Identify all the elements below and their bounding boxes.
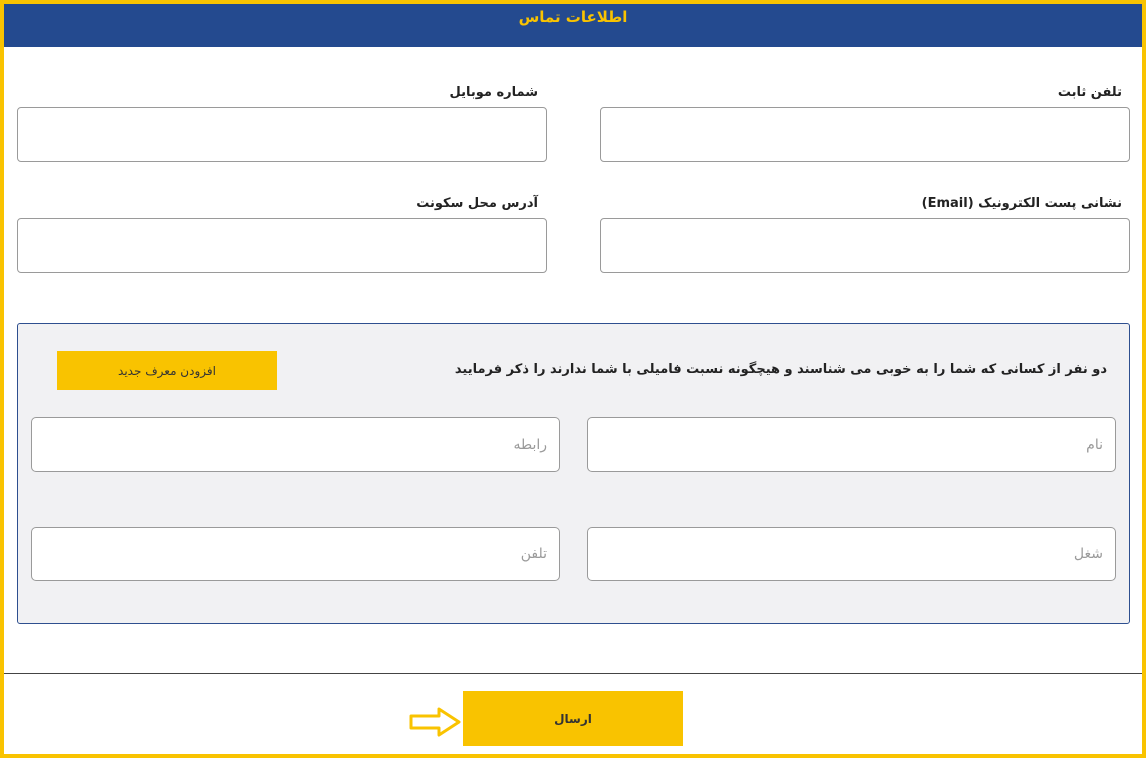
referrers-panel [17,323,1130,624]
referrer-job-input[interactable] [587,527,1116,581]
referrer-relation-input[interactable] [31,417,560,472]
form-divider [4,673,1142,674]
address-label: آدرس محل سکونت [416,196,538,211]
email-label: نشانی پست الکترونیک (Email) [921,196,1122,211]
email-input[interactable] [600,218,1130,273]
landline-input[interactable] [600,107,1130,162]
address-input[interactable] [17,218,547,273]
section-title: اطلاعات تماس [518,8,628,26]
section-header [4,4,1142,47]
referrer-name-input[interactable] [587,417,1116,472]
submit-button[interactable]: ارسال [463,691,683,746]
landline-label: تلفن ثابت [1057,85,1122,100]
mobile-input[interactable] [17,107,547,162]
mobile-label: شماره موبایل [449,85,538,100]
arrow-right-icon [409,707,461,737]
add-referrer-button[interactable]: افزودن معرف جدید [57,351,277,390]
referrers-instruction: دو نفر از کسانی که شما را به خوبی می شناسند و هیچگونه نسبت فامیلی با شما ندارند را ذکر فرمایید [454,362,1107,377]
referrer-phone-input[interactable] [31,527,560,581]
